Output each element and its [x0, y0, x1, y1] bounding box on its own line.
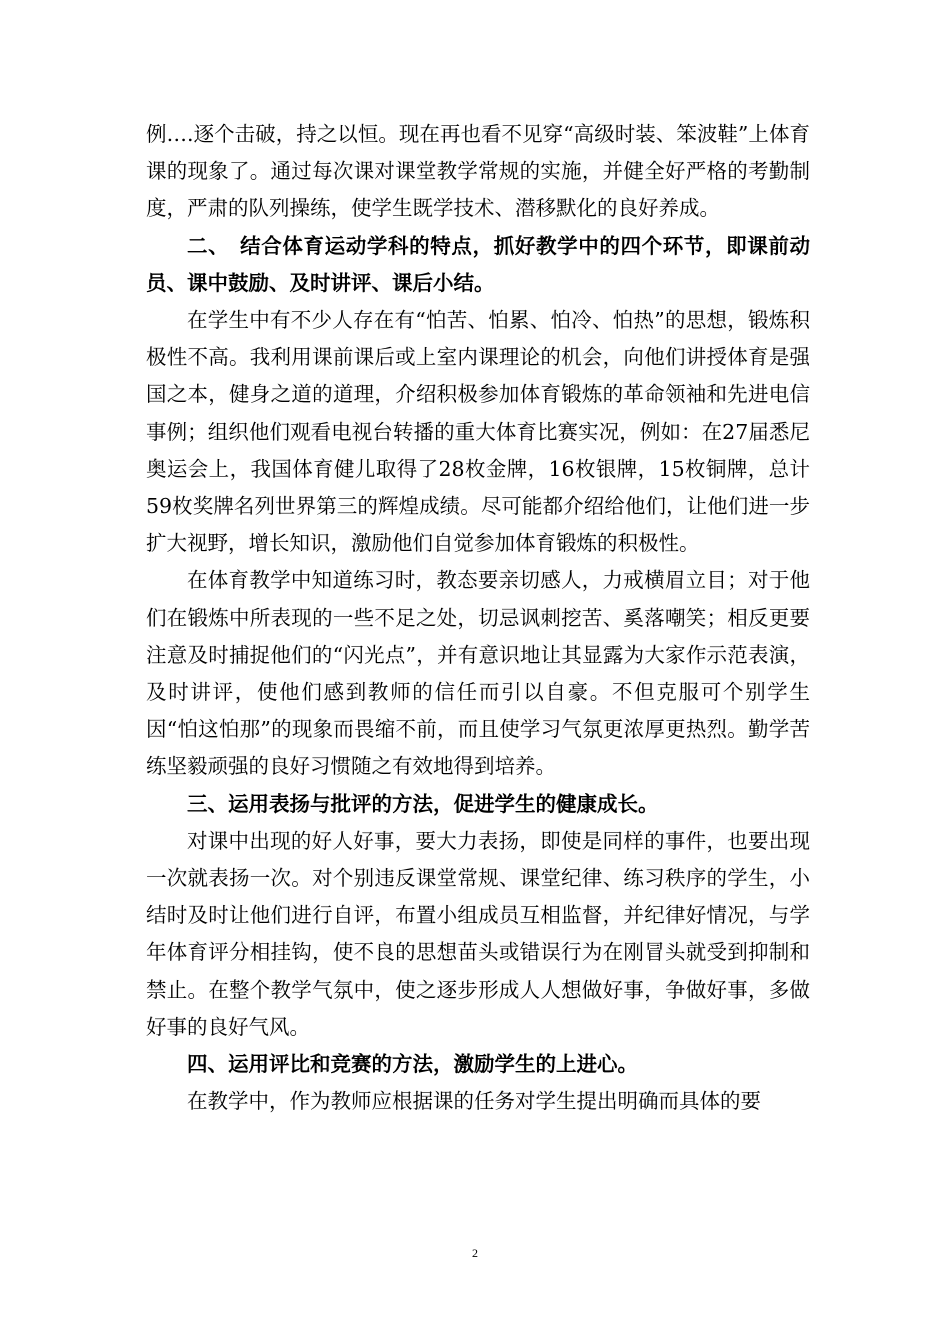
section-heading-4: 四、运用评比和竞赛的方法，激励学生的上进心。 [187, 1052, 638, 1077]
paragraph-continuation: 例….逐个击破，持之以恒。现在再也看不见穿“高级时装、笨波鞋”上体育课的现象了。通过每次课对课堂教学常规的实施，并健全好严格的考勤制度，严肃的队列操练，使学生既学技术、潜移默化的良好养成。 [146, 122, 810, 221]
paragraph-competition: 在教学中，作为教师应根据课的任务对学生提出明确而具体的要 [187, 1089, 761, 1114]
paragraph-motivation: 在学生中有不少人存在有“怕苦、怕累、怕冷、怕热”的思想，锻炼积极性不高。我利用课前课后或上室内课理论的机会，向他们讲授体育是强国之本，健身之道的道理，介绍积极参加体育锻炼的革命领袖和先进电信事例；组织他们观看电视台转播的重大体育比赛实况，例如：在27届悉尼奥运会上，我国体育健儿取得了28枚金牌，16枚银牌，15枚铜牌，总计59枚奖牌名列世界第三的辉煌成绩。尽可能都介绍给他们，让他们进一步扩大视野，增长知识，激励他们自觉参加体育锻炼的积极性。 [146, 308, 810, 556]
page-number: 2 [472, 1246, 478, 1260]
paragraph-teaching-attitude: 在体育教学中知道练习时，教态要亲切感人，力戒横眉立目；对于他们在锻炼中所表现的一些不足之处，切忌讽刺挖苦、奚落嘲笑；相反更要注意及时捕捉他们的“闪光点”，并有意识地让其显露为大家作示范表演，及时讲评，使他们感到教师的信任而引以自豪。不但克服可个别学生因“怕这怕那”的现象而畏缩不前，而且使学习气氛更浓厚更热烈。勤学苦练坚毅顽强的良好习惯随之有效地得到培养。 [146, 568, 810, 779]
paragraph-praise-criticism: 对课中出现的好人好事，要大力表扬，即使是同样的事件，也要出现一次就表扬一次。对个别违反课堂常规、课堂纪律、练习秩序的学生，小结时及时让他们进行自评，布置小组成员互相监督，并纪律好情况，与学年体育评分相挂钩，使不良的思想苗头或错误行为在刚冒头就受到抑制和禁止。在整个教学气氛中，使之逐步形成人人想做好事，争做好事，多做好事的良好气风。 [146, 828, 810, 1039]
section-heading-3: 三、运用表扬与批评的方法，促进学生的健康成长。 [187, 791, 659, 816]
section-heading-2: 二、 结合体育运动学科的特点，抓好教学中的四个环节，即课前动员、课中鼓励、及时讲评、课后小结。 [146, 233, 810, 295]
document-body [146, 116, 810, 1120]
